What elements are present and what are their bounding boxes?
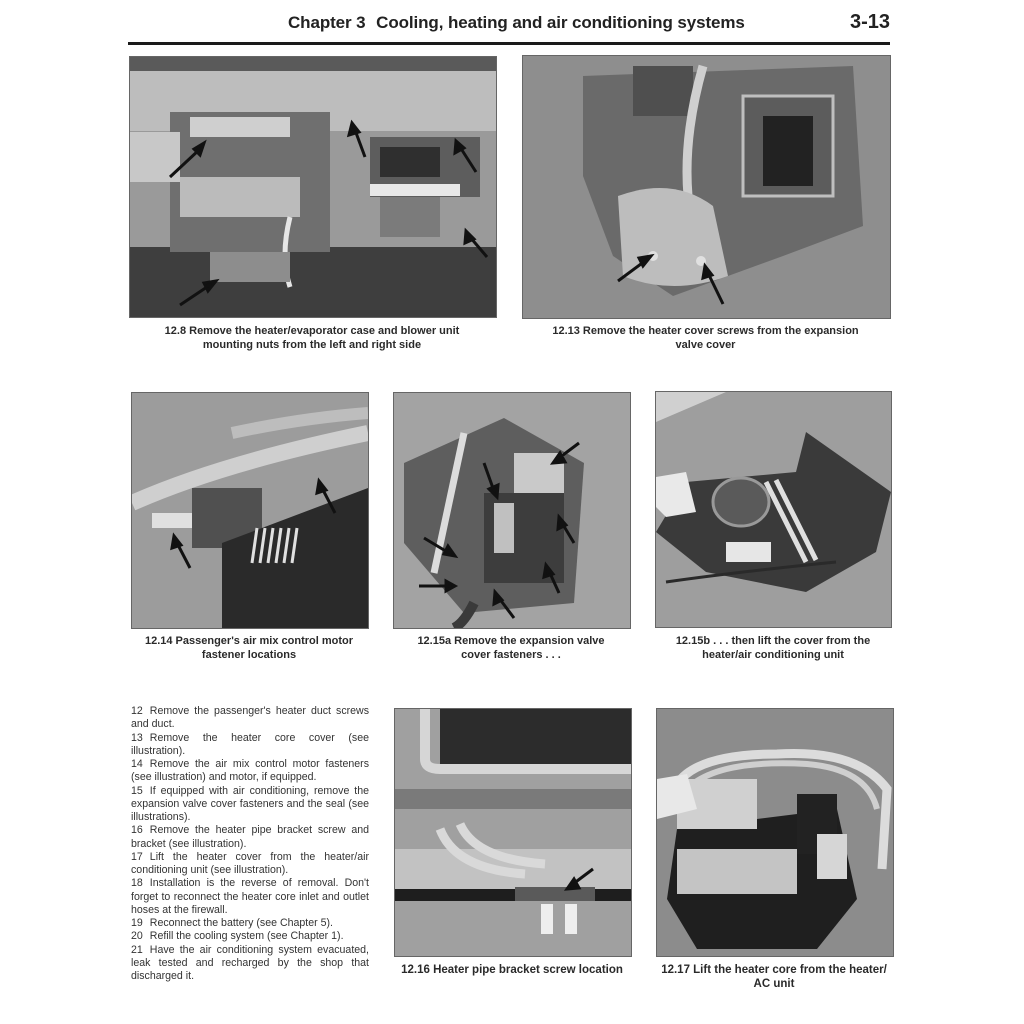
photo-12-15a (393, 392, 631, 629)
photo-12-15b (655, 391, 892, 628)
caption-line: 12.15a Remove the expansion valve (417, 635, 605, 647)
step: 13 Remove the heater core cover (see illustration). (131, 731, 369, 757)
page-number: 3-13 (849, 11, 890, 33)
page-header (128, 10, 890, 45)
caption-line: 12.13 Remove the heater cover screws from the expansion (552, 325, 859, 337)
caption-12-17 (645, 963, 903, 991)
lift-cover-photo-icon (656, 392, 891, 627)
caption-line: 12.14 Passenger's air mix control motor (144, 635, 354, 647)
caption-line: 12.17 Lift the heater core from the heater/ (661, 964, 887, 976)
chapter-label: Chapter 3 (288, 13, 366, 32)
photo-12-13 (522, 55, 891, 319)
step: 14 Remove the air mix control motor fasteners (see illustration) and motor, if equipped. (131, 758, 369, 784)
chapter-name: Cooling, heating and air conditioning systems (376, 13, 745, 32)
caption-line: 12.8 Remove the heater/evaporator case and blower unit (164, 325, 460, 337)
air-mix-motor-photo-icon (132, 393, 368, 628)
caption-line: mounting nuts from the left and right side (202, 339, 422, 351)
caption-line: valve cover (675, 339, 736, 351)
step: 18 Installation is the reverse of removal. Don't forget to reconnect the heater core inlet and outlet hoses at the firewall. (131, 877, 369, 916)
caption-12-16 (383, 963, 641, 977)
step: 16 Remove the heater pipe bracket screw and bracket (see illustration). (131, 824, 369, 850)
instructions-text (131, 705, 369, 983)
caption-12-13 (522, 324, 889, 352)
photo-12-17 (656, 708, 894, 957)
caption-12-15b (644, 634, 902, 662)
photo-12-14 (131, 392, 369, 629)
caption-line: 12.15b . . . then lift the cover from the (675, 635, 871, 647)
expansion-valve-cover-photo-icon (523, 56, 890, 318)
step: 15 If equipped with air conditioning, remove the expansion valve cover fasteners and the seal (see illustrations). (131, 784, 369, 823)
caption-line: heater/air conditioning unit (702, 649, 844, 661)
heater-core-photo-icon (657, 709, 893, 956)
chapter-title (288, 13, 745, 33)
caption-12-15a (382, 634, 640, 662)
caption-12-8 (129, 324, 495, 352)
heater-pipe-bracket-photo-icon (395, 709, 631, 956)
caption-line: fastener locations (201, 649, 297, 661)
caption-12-14 (120, 634, 378, 662)
step: 19 Reconnect the battery (see Chapter 5). (131, 917, 333, 929)
step: 17 Lift the heater cover from the heater/air conditioning unit (see illustration). (131, 850, 369, 876)
caption-line: 12.16 Heater pipe bracket screw location (401, 964, 623, 976)
photo-12-8 (129, 56, 497, 318)
step: 12 Remove the passenger's heater duct screws and duct. (131, 705, 369, 731)
expansion-valve-fasteners-photo-icon (394, 393, 630, 628)
heater-case-photo-icon (130, 57, 496, 317)
photo-12-16 (394, 708, 632, 957)
step: 20 Refill the cooling system (see Chapter 1). (131, 930, 344, 943)
caption-line: AC unit (753, 978, 795, 990)
caption-line: cover fasteners . . . (461, 649, 561, 661)
step: 21 Have the air conditioning system evacuated, leak tested and recharged by the shop that discharged it. (131, 943, 369, 982)
